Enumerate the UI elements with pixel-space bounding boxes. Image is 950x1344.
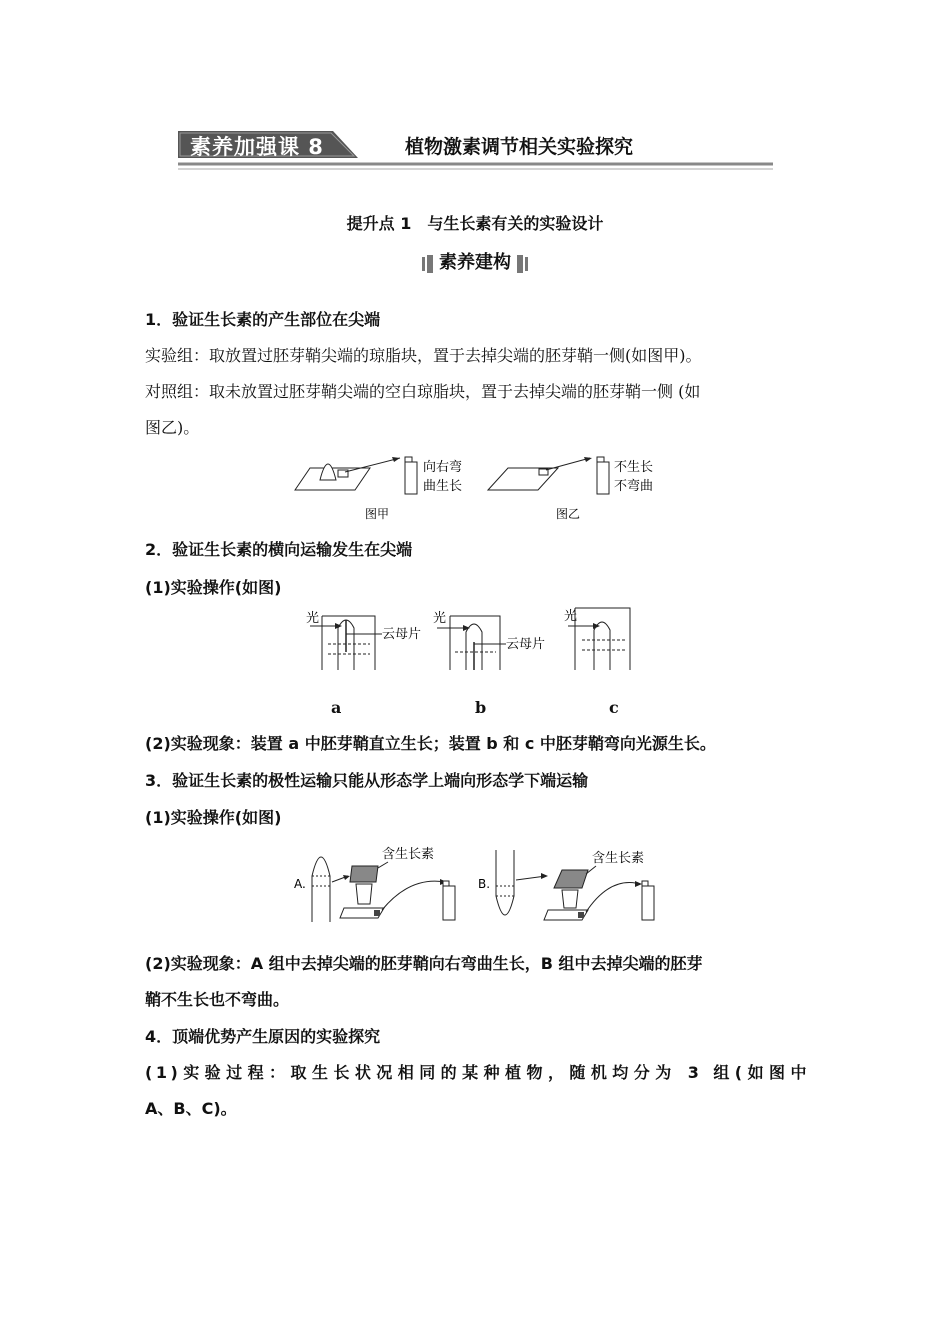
p3-result-line1: (2)实验现象：A 组中去掉尖端的胚芽鞘向右弯曲生长，B 组中去掉尖端的胚芽: [145, 954, 703, 973]
fig2-a-light: 光: [306, 611, 320, 626]
badge-bar-right-1: [517, 255, 523, 273]
p4-line1: (1)实验过程：取生长状况相同的某种植物，随机均分为 3 组(如图中: [145, 1063, 810, 1082]
badge-bar-left-1: [422, 257, 425, 271]
fig3-auxin-a: 含生长素: [382, 847, 435, 862]
figure-2: [300, 606, 650, 678]
heading-1: 1．验证生长素的产生部位在尖端: [145, 310, 381, 329]
fig1-yi-caption: 图乙: [556, 507, 581, 521]
apparatus-a: [306, 610, 421, 670]
p1-line3: 图乙)。: [145, 418, 200, 437]
p1-line1: 实验组：取放置过胚芽鞘尖端的琼脂块，置于去掉尖端的胚芽鞘一侧(如图甲)。: [145, 346, 702, 365]
fig3-auxin-b: 含生长素: [592, 851, 645, 866]
p1-line2: 对照组：取未放置过胚芽鞘尖端的空白琼脂块，置于去掉尖端的胚芽鞘一侧 (如: [145, 382, 701, 401]
fig2-c-light: 光: [564, 609, 578, 624]
p3-result-line2: 鞘不生长也不弯曲。: [145, 990, 290, 1009]
heading-4: 4．顶端优势产生原因的实验探究: [145, 1027, 381, 1046]
heading-2: 2．验证生长素的横向运输发生在尖端: [145, 540, 413, 559]
figure-yi: [488, 457, 653, 521]
page-title: 植物激素调节相关实验探究: [405, 136, 634, 158]
fig2-a-mica: 云母片: [382, 627, 422, 642]
heading-3: 3．验证生长素的极性运输只能从形态学上端向形态学下端运输: [145, 771, 589, 790]
p2-operation: (1)实验操作(如图): [145, 578, 282, 597]
fig3-label-a: A.: [294, 877, 306, 891]
p3-operation: (1)实验操作(如图): [145, 808, 282, 827]
fig2-b-mica: 云母片: [506, 637, 546, 652]
fig2-label-a: a: [331, 698, 342, 717]
group-b: [478, 850, 654, 920]
subtitle: 提升点 1 与生长素有关的实验设计: [346, 214, 604, 233]
p2-result: (2)实验现象：装置 a 中胚芽鞘直立生长；装置 b 和 c 中胚芽鞘弯向光源生长。: [145, 734, 716, 753]
section-badge: [410, 249, 540, 277]
apparatus-c: [564, 608, 630, 670]
figure-1: [290, 450, 670, 528]
fig1-yi-result-2: 不弯曲: [614, 479, 654, 494]
badge-bar-left-2: [427, 255, 433, 273]
section-title: 素养建构: [439, 252, 511, 273]
fig1-jia-caption: 图甲: [365, 507, 390, 521]
fig2-b-light: 光: [433, 611, 447, 626]
group-a: [294, 846, 455, 922]
fig2-label-b: b: [475, 698, 487, 717]
fig1-yi-result-1: 不生长: [614, 460, 654, 475]
fig1-jia-result-2: 曲生长: [423, 479, 463, 494]
banner-tag: 素养加强课 8: [190, 135, 324, 159]
apparatus-b: [433, 610, 545, 670]
figure-3: [290, 836, 670, 928]
fig1-jia-result-1: 向右弯: [423, 460, 463, 475]
badge-bar-right-2: [525, 257, 528, 271]
fig2-label-c: c: [609, 698, 619, 717]
p4-line2: A、B、C)。: [145, 1099, 237, 1118]
fig3-label-b: B.: [478, 877, 491, 891]
figure-jia: [295, 457, 462, 521]
